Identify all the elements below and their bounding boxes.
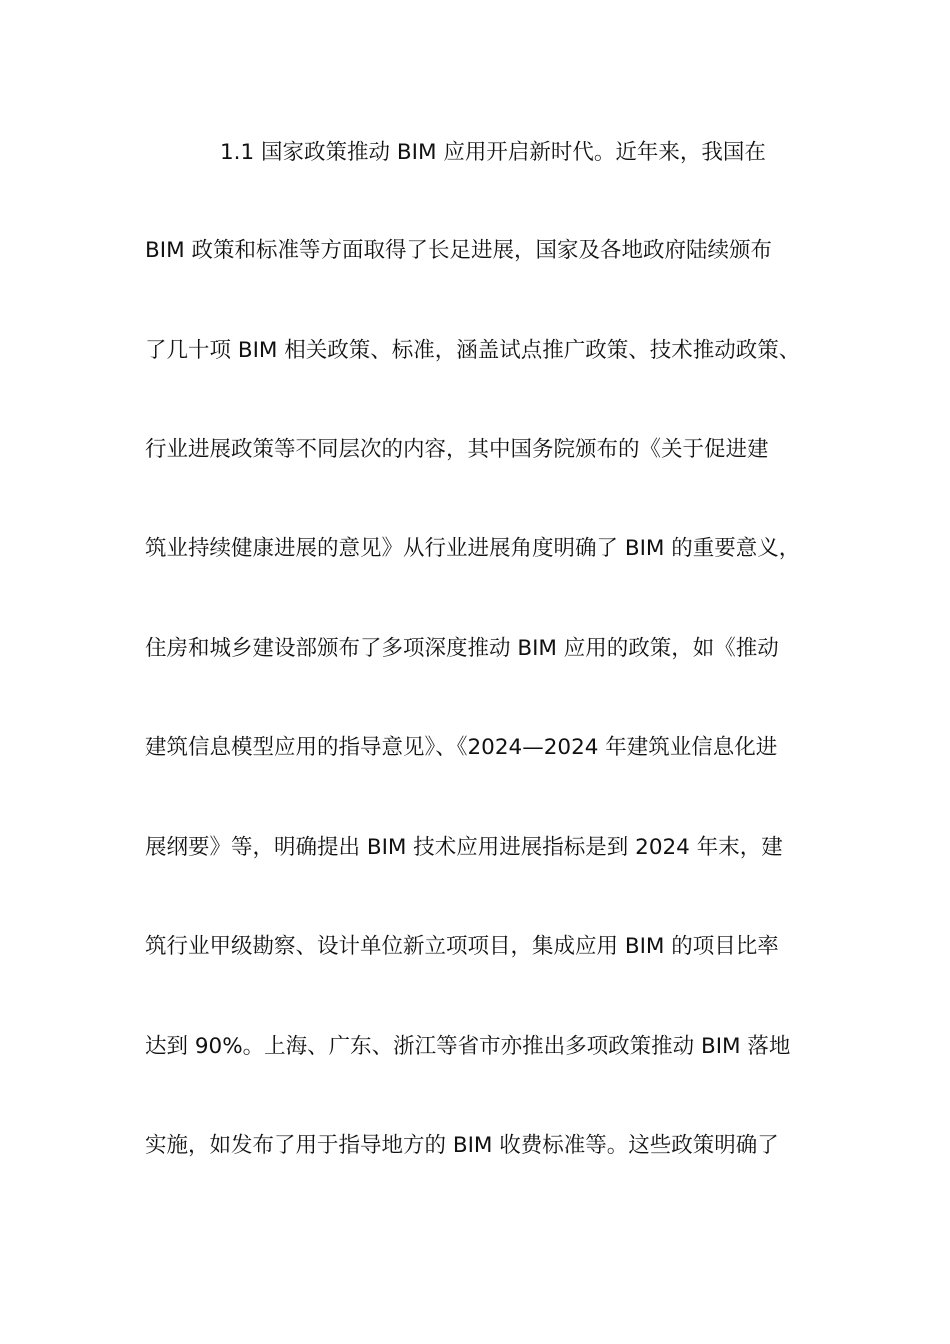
paragraph-line-9: 筑行业甲级勘察、设计单位新立项项目，集成应用 BIM 的项目比率 — [145, 934, 779, 959]
paragraph-line-4: 行业进展政策等不同层次的内容，其中国务院颁布的《关于促进建 — [145, 437, 769, 462]
paragraph-line-11: 实施，如发布了用于指导地方的 BIM 收费标准等。这些政策明确了 — [145, 1133, 779, 1158]
paragraph-line-3: 了几十项 BIM 相关政策、标准，涵盖试点推广政策、技术推动政策、 — [145, 338, 801, 363]
paragraph-line-7: 建筑信息模型应用的指导意见》、《2024—2024 年建筑业信息化进 — [145, 735, 778, 760]
paragraph-line-1: 1.1 国家政策推动 BIM 应用开启新时代。近年来，我国在 — [220, 140, 766, 165]
paragraph-line-8: 展纲要》等，明确提出 BIM 技术应用进展指标是到 2024 年末，建 — [145, 835, 783, 860]
paragraph-line-2: BIM 政策和标准等方面取得了长足进展，国家及各地政府陆续颁布 — [145, 238, 772, 263]
paragraph-line-5: 筑业持续健康进展的意见》从行业进展角度明确了 BIM 的重要意义， — [145, 536, 801, 561]
paragraph-line-10: 达到 90%。上海、广东、浙江等省市亦推出多项政策推动 BIM 落地 — [145, 1034, 791, 1059]
paragraph-line-6: 住房和城乡建设部颁布了多项深度推动 BIM 应用的政策，如《推动 — [145, 636, 779, 661]
